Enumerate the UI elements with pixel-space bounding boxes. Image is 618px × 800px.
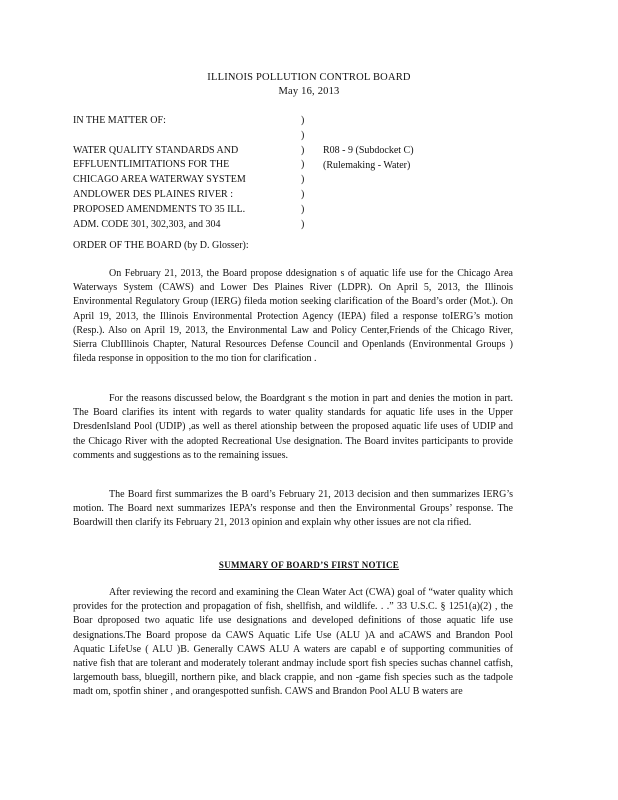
paren: ) xyxy=(301,174,305,186)
caption-line: PROPOSED AMENDMENTS TO 35 ILL. xyxy=(73,203,246,215)
caption-parens xyxy=(301,114,311,232)
caption-line: CHICAGO AREA WATERWAY SYSTEM xyxy=(73,174,246,186)
paragraph-text: After reviewing the record and examining the Clean Water Act (CWA) goal of “water quality which provides for the protection and propagation of fish, shellfish, and wildlife. . .” 33 U.S.C. § 1251(a)(2) , the Boar dproposed two aquatic life use designations and developed definitions of those aquatic life use designations.The Board propose da CAWS Aquatic Life Use (ALU )A and aCAWS and Brandon Pool Aquatic LifeUse ( ALU )B. Generally CAWS ALU A waters are capabl e of supporting communities of native fish that are tolerant and moderately tolerant andmay include sport fish species suchas channel catfish, largemouth bass, bluegill, northern pike, and black crappie, and non -game fish species such as the tadpole madt om, spotfin shiner , and orangespotted sunfish. CAWS and Brandon Pool ALU B waters are xyxy=(73,587,513,698)
paragraph xyxy=(73,586,513,700)
paragraph-text: The Board first summarizes the B oard’s February 21, 2013 decision and then summarizes IERG’s motion. The Board next summarizes IEPA’s response and then the Environmental Groups’ response. The Boardwill then clarify its February 21, 2013 opinion and explain why other issues are not cla rified. xyxy=(73,489,513,529)
board-name: ILLINOIS POLLUTION CONTROL BOARD xyxy=(207,72,411,83)
paragraph xyxy=(73,267,513,366)
order-line: ORDER OF THE BOARD (by D. Glosser): xyxy=(73,240,249,251)
paragraph xyxy=(73,488,513,531)
caption-line: ADM. CODE 301, 302,303, and 304 xyxy=(73,218,221,230)
paren: ) xyxy=(301,129,305,141)
section-heading: SUMMARY OF BOARD’S FIRST NOTICE xyxy=(218,560,400,570)
paren: ) xyxy=(301,203,305,215)
paragraph-text: On February 21, 2013, the Board propose ddesignation s of aquatic life use for the Chicago Area Waterways System (CAWS) and Lower Des Plaines River (LDPR). On April 5, 2013, the Illinois Environmental Regulatory Group (IERG) fileda motion seeking clarification of the Board’s order (Mot.). On April 19, 2013, the Illinois Environmental Protection Agency (IEPA) filed a response toIERG’s motion (Resp.). Also on April 19, 2013, the Environmental Law and Policy Center,Friends of the Chicago River, Sierra ClubIllinois Chapter, Natural Resources Defense Council and Openlands (Environmental Groups ) fileda response in opposition to the mo tion for clarification . xyxy=(73,268,513,365)
caption-line: ANDLOWER DES PLAINES RIVER : xyxy=(73,188,233,200)
caption-line: EFFLUENTLIMITATIONS FOR THE xyxy=(73,159,230,171)
order-date: May 16, 2013 xyxy=(278,86,340,97)
caption-title xyxy=(73,114,301,232)
paren: ) xyxy=(301,115,305,126)
docket-number: R08 - 9 (Subdocket C) xyxy=(323,145,414,156)
paragraph-text: For the reasons discussed below, the Boardgrant s the motion in part and denies the motion in part. The Board clarifies its intent with regards to water quality standards for aquatic life uses in the Upper DresdenIsland Pool (UDIP) ,as well as therel ationship between the proposed aquatic life uses of UDIP and the Chicago River with the adopted Recreational Use designation. The Board invites participants to provide comments and suggestions as to the remaining issues. xyxy=(73,393,513,461)
paren: ) xyxy=(301,188,305,200)
caption-line: WATER QUALITY STANDARDS AND xyxy=(73,144,239,156)
paren: ) xyxy=(301,144,305,156)
in-the-matter: IN THE MATTER OF: xyxy=(73,115,166,126)
paragraph xyxy=(73,392,513,463)
paren: ) xyxy=(301,218,305,230)
rulemaking-type: (Rulemaking - Water) xyxy=(323,159,411,171)
docket-info xyxy=(323,144,493,174)
paren: ) xyxy=(301,159,305,171)
